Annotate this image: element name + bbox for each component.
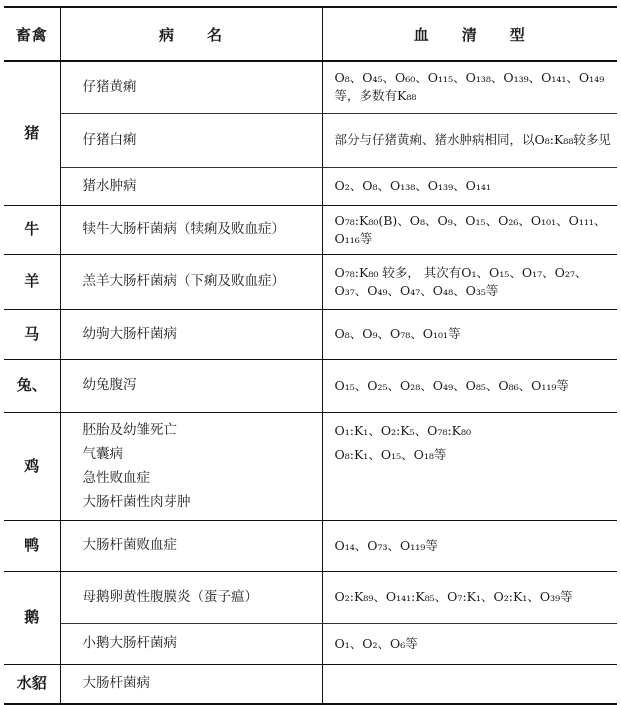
serotype-cell: O₁₄、O₇₃、O₁₁₉等 [322, 520, 617, 571]
header-disease: 病 名 [60, 7, 322, 61]
disease-cell: 小鹅大肠杆菌病 [60, 623, 322, 664]
serotype-cell: O₈、O₉、O₇₈、O₁₀₁等 [322, 309, 617, 359]
animal-cell-duck: 鸭 [4, 520, 60, 571]
table-row [4, 623, 617, 664]
disease-cell: 大肠杆菌病 [60, 664, 322, 704]
serotype-cell: O₂、O₈、O₁₃₈、O₁₃₉、O₁₄₁ [322, 167, 617, 205]
animal-cell-cattle: 牛 [4, 205, 60, 254]
serotype-cell [322, 412, 617, 520]
table-row [4, 309, 617, 359]
header-row [4, 7, 617, 61]
disease-cell: 母鹅卵黄性腹膜炎（蛋子瘟） [60, 571, 322, 623]
header-animal: 畜禽 [4, 7, 60, 61]
table-row [4, 254, 617, 309]
serotype-cell: O₈、O₄₅、O₆₀、O₁₁₅、O₁₃₈、O₁₃₉、O₁₄₁、O₁₄₉ 等，多数有K₈₈ [322, 61, 617, 113]
animal-cell-goose: 鹅 [4, 571, 60, 664]
disease-cell [60, 412, 322, 520]
serotype-cell: O₂:K₈₉、O₁₄₁:K₈₅、O₇:K₁、O₂:K₁、O₃₉等 [322, 571, 617, 623]
header-serotype: 血 清 型 [322, 7, 617, 61]
table-row [4, 412, 617, 520]
animal-cell-horse: 马 [4, 309, 60, 359]
serotype-item: O₈:K₁、O₁₅、O₁₈等 [334, 446, 447, 462]
table-row [4, 359, 617, 412]
disease-cell: 仔猪白痢 [60, 113, 322, 167]
serotype-cell: O₁₅、O₂₅、O₂₈、O₄₉、O₈₅、O₈₆、O₁₁₉等 [322, 359, 617, 412]
serotype-cell: 部分与仔猪黄痢、猪水肿病相同，以O₈:K₈₈较多见 [322, 113, 617, 167]
serotype-cell: O₇₈:K₈₀(B)、O₈、O₉、O₁₅、O₂₆、O₁₀₁、O₁₁₁、O₁₁₆等 [322, 205, 617, 254]
serotype-cell: O₁、O₂、O₆等 [322, 623, 617, 664]
disease-item: 急性败血症 [82, 470, 150, 486]
animal-cell-sheep: 羊 [4, 254, 60, 309]
disease-item: 气囊病 [82, 446, 123, 462]
disease-cell: 猪水肿病 [60, 167, 322, 205]
serotype-cell [322, 664, 617, 704]
animal-cell-mink: 水貂 [4, 664, 60, 704]
table-row [4, 113, 617, 167]
serotype-table [4, 6, 617, 705]
table-row [4, 664, 617, 704]
serotype-cell: O₇₈:K₈₀ 较多， 其次有O₁、O₁₅、O₁₇、O₂₇、O₃₇、O₄₉、O₄₇、O₄₈、O₃₅等 [322, 254, 617, 309]
disease-cell: 仔猪黄痢 [60, 61, 322, 113]
serotype-item: O₁:K₁、O₂:K₅、O₇₈:K₈₀ [334, 422, 471, 438]
table-row [4, 520, 617, 571]
animal-cell-chicken: 鸡 [4, 412, 60, 520]
table-row [4, 167, 617, 205]
table-row [4, 571, 617, 623]
animal-cell-rabbit: 兔、 [4, 359, 60, 412]
disease-item: 胚胎及幼雏死亡 [82, 422, 177, 438]
disease-cell: 幼驹大肠杆菌病 [60, 309, 322, 359]
disease-cell: 大肠杆菌败血症 [60, 520, 322, 571]
animal-cell-pig: 猪 [4, 61, 60, 205]
table-row [4, 61, 617, 113]
table-row [4, 205, 617, 254]
disease-cell: 幼兔腹泻 [60, 359, 322, 412]
disease-item: 大肠杆菌性肉芽肿 [82, 494, 191, 510]
disease-cell: 羔羊大肠杆菌病（下痢及败血症） [60, 254, 322, 309]
disease-cell: 犊牛大肠杆菌病（犊痢及败血症） [60, 205, 322, 254]
